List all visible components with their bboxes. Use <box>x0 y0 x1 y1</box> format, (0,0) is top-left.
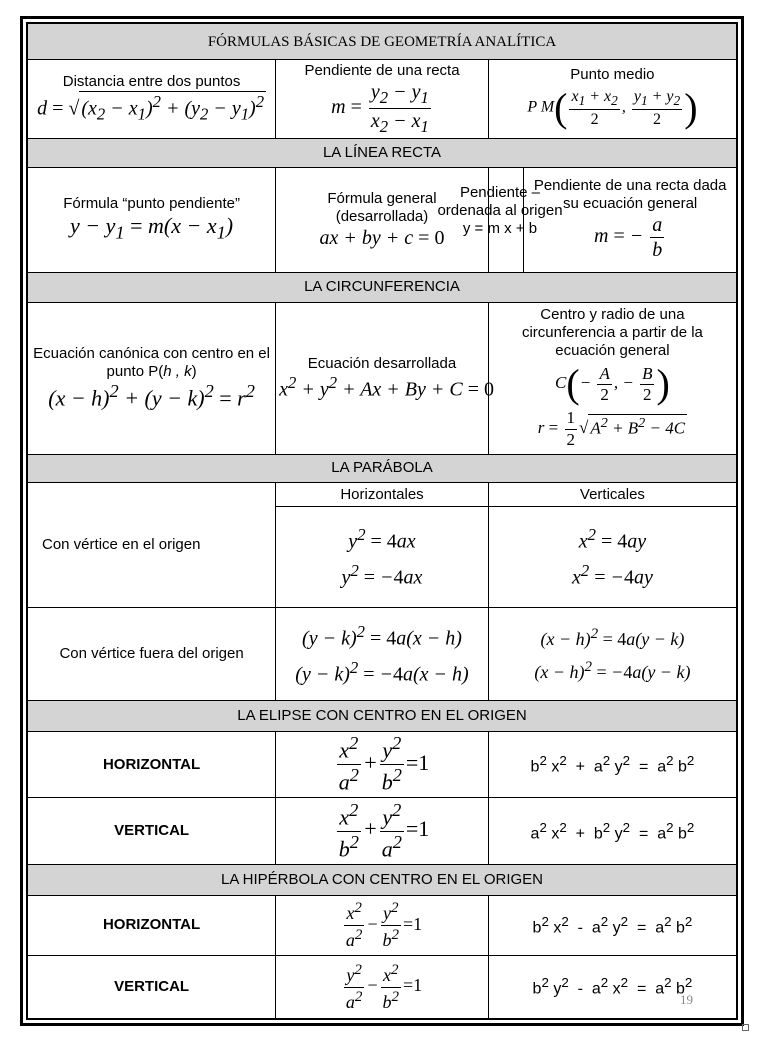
midpoint-formula: P M( $\frac{x_1 + x_2}{2}$ , $\frac{y_1 + y_2}{2}$ ) <box>527 85 698 131</box>
ellipse-vertical-expanded: $a^2$ $x^2 + b^2$ $y^2 = a^2$ $b^2$ <box>488 798 736 865</box>
canonical-formula: $(x - h)^2 + (y - k)^2 = r^2$ <box>48 381 255 411</box>
distance-formula: d = √ $(x_2 - x_1)^2 + (y_2 - y_1)^2$ <box>37 92 265 125</box>
point-slope-cell <box>28 167 276 272</box>
ellipse-header: LA ELIPSE CON CENTRO EN EL ORIGEN <box>28 701 737 731</box>
point-slope-formula: $y - y_1 = m(x - x_1)$ <box>70 212 234 243</box>
ellipse-horizontal-label: HORIZONTAL <box>28 731 276 798</box>
ellipse-vertical-label: VERTICAL <box>28 798 276 865</box>
circle-header: LA CIRCUNFERENCIA <box>28 272 737 302</box>
slope-intercept-formula: y = m x + b <box>462 220 538 237</box>
resize-handle <box>742 1024 749 1031</box>
formula-table <box>27 23 737 1019</box>
center-formula: C(− $\frac{A}{2}$ , − $\frac{B}{2}$ ) <box>555 361 670 407</box>
radius-formula: r = $\frac{1}{2}$ √ $A^2 + B^2 - 4C$ <box>537 408 686 449</box>
distance-label: Distancia entre dos puntos <box>62 73 241 91</box>
page-title: FÓRMULAS BÁSICAS DE GEOMETRÍA ANALÍTICA <box>28 24 737 60</box>
midpoint-cell <box>488 60 736 139</box>
parabola-v-origin: $x^2 = 4ay$ $x^2 = -4ay$ <box>488 507 736 608</box>
slope-cell <box>276 60 489 139</box>
hyperbola-vertical-expanded: $b^2$ $y^2 - a^2$ $x^2 = a^2$ $b^2$ <box>488 956 736 1019</box>
slope-label: Pendiente de una recta <box>304 61 460 79</box>
hyperbola-vertical-label: VERTICAL <box>28 956 276 1019</box>
slope-intercept-label: Pendiente – ordenada al origen <box>437 184 563 219</box>
ellipse-horizontal-formula: $\frac{x^2}{a^2}$ + $\frac{y^2}{b^2}$ =1 <box>276 731 489 798</box>
center-radius-cell <box>488 303 736 455</box>
expanded-label: Ecuación desarrollada <box>307 355 457 373</box>
center-radius-label: Centro y radio de una circunferencia a partir de la ecuación general <box>521 306 703 360</box>
slope-general-formula: m = − $\frac{a}{b}$ <box>594 214 663 262</box>
parabola-h-origin: $y^2 = 4ax$ $y^2 = -4ax$ <box>276 507 489 608</box>
vertex-origin-label: Con vértice en el origen <box>28 483 276 608</box>
hyperbola-header: LA HIPÉRBOLA CON CENTRO EN EL ORIGEN <box>28 865 737 895</box>
line-header: LA LÍNEA RECTA <box>28 139 737 167</box>
expanded-formula: $x^2 + y^2 + Ax + By + C = 0$ <box>279 373 495 401</box>
slope-general-label: Pendiente de una recta dada su ecuación general <box>533 177 727 213</box>
hyperbola-horizontal-label: HORIZONTAL <box>28 895 276 956</box>
col-vertical-label: Verticales <box>488 483 736 507</box>
parabola-v-outside: $(x - h)^2 = 4a(y - k)$ $(x - h)^2 = -4a(y - k)$ <box>488 608 736 701</box>
parabola-header: LA PARÁBOLA <box>28 454 737 482</box>
col-horizontal-label: Horizontales <box>276 483 489 507</box>
ellipse-vertical-formula: $\frac{x^2}{b^2}$ + $\frac{y^2}{a^2}$ =1 <box>276 798 489 865</box>
expanded-cell <box>276 303 495 455</box>
vertex-outside-label: Con vértice fuera del origen <box>28 608 276 701</box>
point-slope-label: Fórmula “punto pendiente” <box>63 194 240 212</box>
hyperbola-horizontal-expanded: $b^2$ $x^2 - a^2$ $y^2 = a^2$ $b^2$ <box>488 895 736 956</box>
slope-formula: m = $\frac{y_2 - y_1}{x_2 - x_1}$ <box>331 80 429 136</box>
page-number: 19 <box>680 992 693 1007</box>
slope-intercept-content <box>434 162 566 260</box>
formula-sheet <box>20 16 744 1026</box>
canonical-cell <box>28 303 276 455</box>
parabola-h-outside: $(y - k)^2 = 4a(x - h)$ $(y - k)^2 = -4a(x - h)$ <box>276 608 489 701</box>
general-form-label: Fórmula general (desarrollada) <box>327 189 437 225</box>
canonical-label: Ecuación canónica con centro en el punto P(h , k) <box>33 345 270 381</box>
midpoint-label: Punto medio <box>570 66 655 84</box>
ellipse-horizontal-expanded: $b^2$ $x^2 + a^2$ $y^2 = a^2$ $b^2$ <box>488 731 736 798</box>
general-form-formula: ax + by + c = 0 <box>319 226 445 249</box>
distance-cell <box>28 60 276 139</box>
hyperbola-vertical-formula: $\frac{y^2}{a^2}$ − $\frac{x^2}{b^2}$ =1 <box>276 956 489 1019</box>
hyperbola-horizontal-formula: $\frac{x^2}{a^2}$ − $\frac{y^2}{b^2}$ =1 <box>276 895 489 956</box>
